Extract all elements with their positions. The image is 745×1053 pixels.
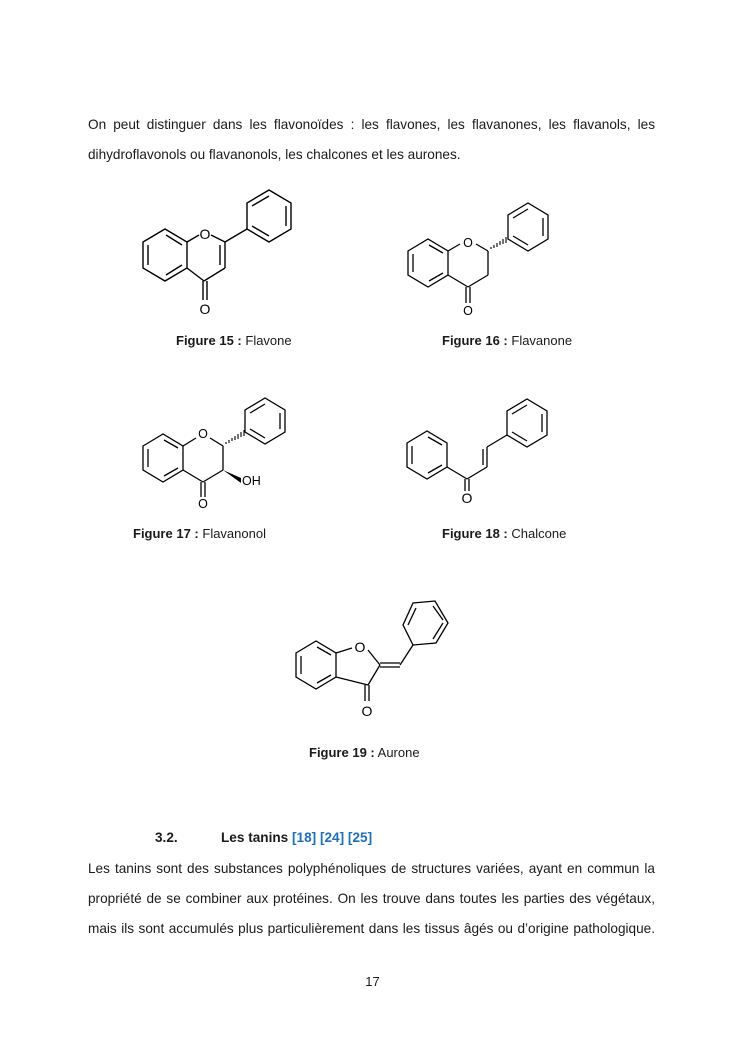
figure-16-caption	[442, 333, 572, 348]
page-number: 17	[365, 974, 380, 989]
figure-18-label: Figure 18 :	[442, 526, 508, 541]
figure-19-label: Figure 19 :	[309, 745, 375, 760]
figure-16-name: Flavanone	[511, 333, 573, 348]
figure-17-caption	[133, 526, 266, 541]
flavone-ring-oxygen: O	[199, 226, 211, 242]
flavanonol-hydroxyl: OH	[242, 474, 261, 488]
figure-15-name: Flavone	[245, 333, 292, 348]
body-line-3: mais ils sont accumulés plus particulièrement dans les tissus âgés ou d’origine pathologique.	[88, 921, 655, 936]
section-title: Les tanins	[221, 830, 289, 845]
figure-15-label: Figure 15 :	[176, 333, 242, 348]
aurone-carbonyl-oxygen: O	[361, 703, 373, 719]
chalcone-carbonyl-oxygen: O	[461, 490, 473, 506]
chalcone-structure	[397, 393, 567, 506]
flavone-structure	[128, 196, 308, 321]
flavanone-carbonyl-oxygen: O	[463, 304, 473, 318]
intro-paragraph	[88, 110, 655, 170]
figure-19-name: Aurone	[377, 745, 420, 760]
section-references[interactable]: [18] [24] [25]	[292, 830, 373, 845]
flavanonol-structure	[133, 398, 303, 513]
intro-line-1: On peut distinguer dans les flavonoïdes : les flavones, les flavanones, les flavanols, les	[88, 117, 655, 132]
section-number: 3.2.	[155, 830, 178, 845]
figure-15-caption	[176, 333, 292, 348]
body-line-1: Les tanins sont des substances polyphénoliques de structures variées, ayant en commun la	[88, 861, 655, 876]
tanins-paragraph	[88, 854, 655, 944]
aurone-structure	[288, 595, 458, 720]
flavanonol-ring-oxygen: O	[198, 427, 208, 441]
body-line-2: propriété de se combiner aux protéines. On les trouve dans toutes les parties des végétaux,	[88, 891, 655, 906]
section-heading	[155, 830, 372, 845]
intro-line-2: dihydroflavonols ou flavanonols, les chalcones et les aurones.	[88, 147, 461, 162]
figure-19-caption	[309, 745, 420, 760]
flavanone-structure	[398, 203, 568, 318]
figure-18-caption	[442, 526, 566, 541]
figure-17-name: Flavanonol	[202, 526, 266, 541]
figure-16-label: Figure 16 :	[442, 333, 508, 348]
aurone-ring-oxygen: O	[354, 639, 366, 655]
figure-18-name: Chalcone	[511, 526, 567, 541]
flavanone-ring-oxygen: O	[463, 236, 473, 250]
flavone-carbonyl-oxygen: O	[199, 301, 211, 317]
flavanonol-carbonyl-oxygen: O	[198, 497, 208, 511]
figure-17-label: Figure 17 :	[133, 526, 199, 541]
